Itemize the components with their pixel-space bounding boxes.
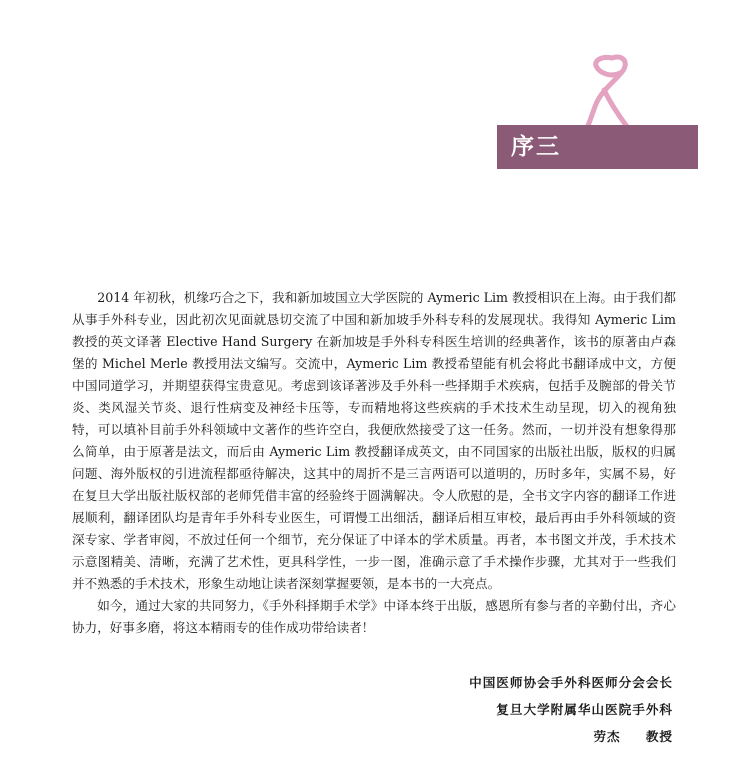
author-affiliation-1: 中国医师协会手外科医师分会会长 xyxy=(469,675,673,690)
signature-block xyxy=(469,669,673,750)
section-title-bar xyxy=(497,125,698,169)
preface-body xyxy=(72,287,676,639)
author-name-line xyxy=(469,723,673,750)
preface-paragraph: 如今，通过大家的共同努力，《手外科择期手术学》中译本终于出版，感恩所有参与者的辛勤付出，齐心协力，好事多磨，将这本精雨专的佳作成功带给读者！ xyxy=(72,598,676,635)
pink-ribbon-icon xyxy=(582,52,634,132)
author-affiliation-2: 复旦大学附属华山医院手外科 xyxy=(496,702,673,717)
author-title: 教授 xyxy=(645,729,673,744)
author-name: 劳杰 xyxy=(593,729,621,744)
section-title: 序三 xyxy=(511,134,561,160)
preface-paragraph: 2014 年初秋，机缘巧合之下，我和新加坡国立大学医院的 Aymeric Lim 教授相识在上海。由于我们都从事手外科专业，因此初次见面就恳切交流了中国和新加坡手外科专科的发展现状。我得知 Aymeric Lim 教授的英文译著 Elective Hand Surgery 在新加坡是手外科专科医生培训的经典著作，该书的原著由卢森堡的 Michel Merle 教授用法文编写。交流中，Aymeric Lim 教授希望能有机会将此书翻译成中文，方便中国同道学习，并期望获得宝贵意见。考虑到该译著涉及手外科一些择期手术疾病，包括手及腕部的骨关节炎、类风湿关节炎、退行性病变及神经卡压等，专而精地将这些疾病的手术技术生动呈现，切入的视角独特，可以填补目前手外科领域中文著作的些许空白，我便欣然接受了这一任务。然而，一切并没有想象得那么简单，由于原著是法文，而后由 Aymeric Lim 教授翻译成英文，由不同国家的出版社出版，版权的归属问题、海外版权的引进流程都亟待解决，这其中的周折不是三言两语可以道明的，历时多年，实属不易，好在复旦大学出版社版权部的老师凭借丰富的经验终于圆满解决。令人欣慰的是，全书文字内容的翻译工作进展顺利，翻译团队均是青年手外科专业医生，可谓慢工出细活，翻译后相互审校，最后再由手外科领域的资深专家、学者审阅，不放过任何一个细节，充分保证了中译本的学术质量。再者，本书图文并茂，手术技术示意图精美、清晰，充满了艺术性，更具科学性，一步一图，准确示意了手术操作步骤，尤其对于一些我们并不熟悉的手术技术，形象生动地让读者深刻掌握要领，是本书的一大亮点。 xyxy=(72,290,676,591)
